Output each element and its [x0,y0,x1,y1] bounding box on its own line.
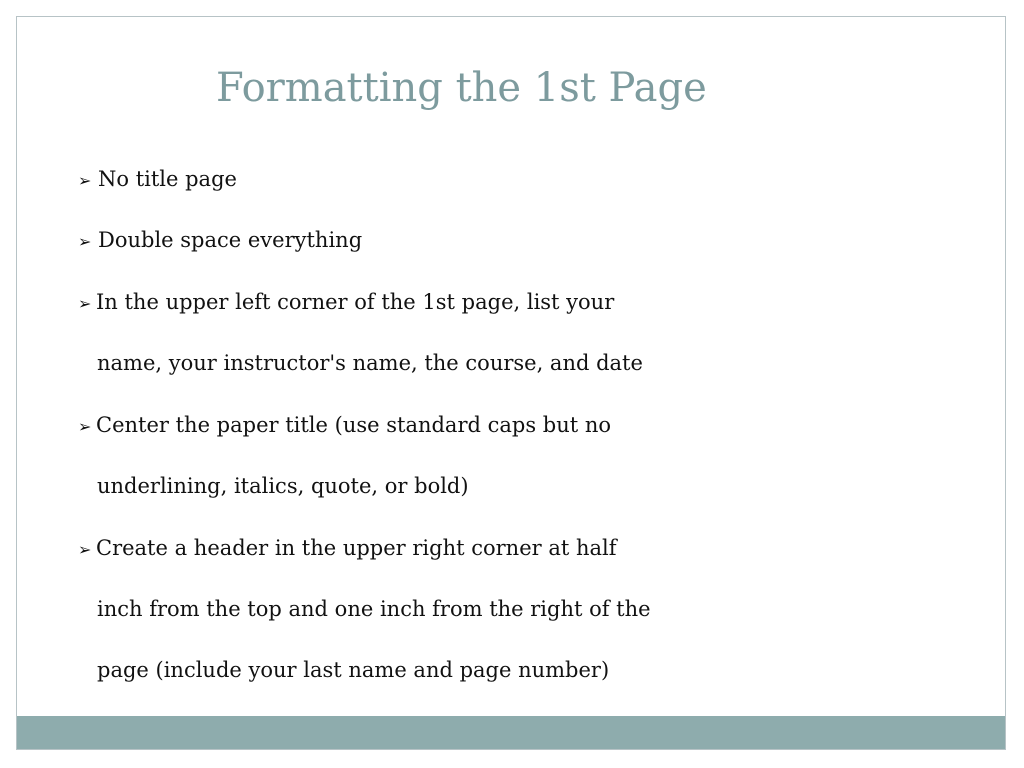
bullet-item [78,533,617,565]
bullet-text: Create a header in the upper right corner at half [96,536,617,560]
bullet-arrow-icon: ➢ [78,417,92,436]
bullet-text: No title page [98,167,237,191]
bullet-text: Double space everything [98,228,363,252]
footer-band [17,716,1005,749]
bullet-arrow-icon: ➢ [78,232,92,251]
bullet-continuation: underlining, italics, quote, or bold) [97,474,469,498]
bullet-item [78,410,611,442]
slide-title: Formatting the 1st Page [216,65,707,111]
bullet-item [78,225,362,257]
bullet-arrow-icon: ➢ [78,294,92,313]
slide-frame [16,16,1006,750]
bullet-continuation: page (include your last name and page number) [97,658,610,682]
bullet-continuation: name, your instructor's name, the course, and date [97,351,643,375]
bullet-arrow-icon: ➢ [78,171,92,190]
bullet-text: In the upper left corner of the 1st page, list your [96,290,615,314]
bullet-text: Center the paper title (use standard caps but no [96,413,612,437]
bullet-item [78,287,614,319]
bullet-item [78,164,237,196]
bullet-continuation: inch from the top and one inch from the right of the [97,597,651,621]
bullet-arrow-icon: ➢ [78,540,92,559]
